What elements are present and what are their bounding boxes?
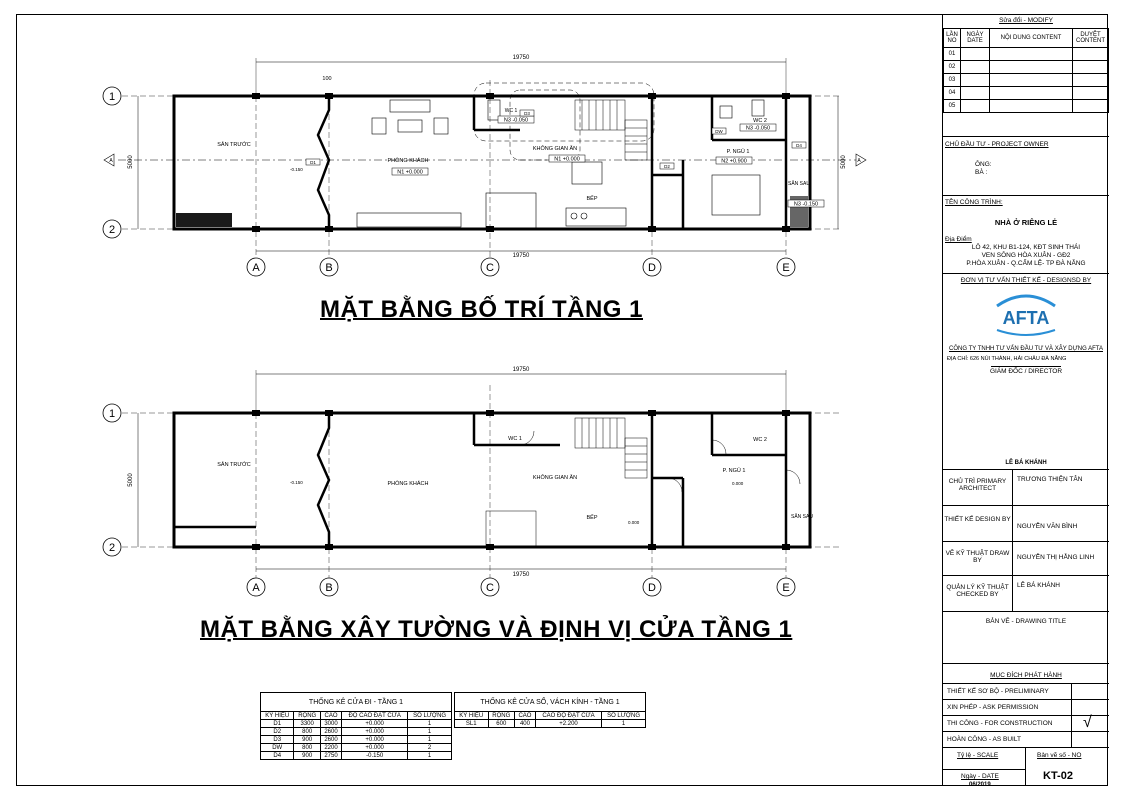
cell: 1 [408,752,452,760]
cell: 800 [294,744,321,752]
plan1-level-an: N1 +0.000 [554,156,580,163]
cell: 02 [944,61,961,74]
design-label: THIẾT KẾ DESIGN BY [943,506,1013,542]
title-block [942,14,1108,786]
primary-name: TRƯƠNG THIỆN TÂN [1017,476,1083,483]
grid-1-plan2: 1 [108,408,116,420]
dim-overall-top-1: 19750 [512,55,530,61]
grid-2-plan1: 2 [108,224,116,236]
grid-d-plan2: D [648,582,656,594]
director-name: LÊ BÁ KHÁNH [1005,460,1047,466]
cell: +0.000 [342,744,408,752]
plan1-room-san-truoc: SÂN TRƯỚC [217,142,251,148]
project-section [943,196,1109,274]
logo-text: AFTA [1002,308,1050,328]
dim-100: 100 [322,76,332,82]
plan1-level-wc1: N3 -0.050 [503,117,529,124]
draw-label: VẼ KỸ THUẬT DRAW BY [943,542,1013,576]
cell: SL1 [455,720,489,728]
table-row [261,744,452,752]
date-label: Ngày - DATE [961,773,999,780]
plan1-door-d1: D1 [310,160,316,165]
construction-checkmark: √ [1083,714,1092,731]
revision-table [943,28,1109,113]
check-row [943,576,1109,612]
plan1-room-bep: BẾP [586,196,598,202]
date-value: 06/2019 [969,782,991,788]
check-label: QUẢN LÝ KỸ THUẬT CHECKED BY [943,576,1013,612]
owner-label: CHỦ ĐẦU TƯ - PROJECT OWNER [945,141,1049,148]
dim-overall-bottom-2: 19750 [512,572,530,578]
window-header-kyhieu: KÝ HIỆU [455,712,489,720]
door-schedule-caption: THỐNG KÊ CỬA ĐI - TẦNG 1 [261,693,452,712]
plan1-door-d4: D4 [796,143,802,148]
plan1-room-wc1: WC 1 [504,108,518,114]
table-row [944,100,1109,113]
dim-width-left-1: 5000 [128,155,134,169]
table-row [261,736,452,744]
purpose-preliminary: THIẾT KẾ SƠ BỘ - PRELIMINARY [947,688,1049,695]
design-row [943,506,1109,542]
rev-header-content: NỘI DUNG CONTENT [990,29,1073,48]
cell: D4 [261,752,294,760]
cell: 2200 [320,744,341,752]
plan-1 [103,55,866,276]
cell: 1 [408,736,452,744]
plan2-room-wc2: WC 2 [753,437,767,443]
drawing-title-label: BẢN VẼ - DRAWING TITLE [985,618,1067,625]
cell: +2.200 [535,720,601,728]
plan1-door-d3: D3 [524,111,530,116]
cell: 2 [408,744,452,752]
door-header-rong: RỘNG [294,712,321,720]
plan2-room-san-sau: SÂN SAU [791,514,813,520]
plan1-room-phong-khach: PHÒNG KHÁCH [387,158,429,164]
plan1-room-wc2: WC 2 [753,118,767,124]
cell: 1 [408,720,452,728]
plan2-room-wc1: WC 1 [508,436,522,442]
modify-label: Sửa đổi - MODIFY [999,17,1053,24]
owner-name: ÔNG: [975,161,992,168]
owner-name-2: BÀ : [975,169,988,176]
cell: +0.000 [342,720,408,728]
cell: 2750 [320,752,341,760]
plan2-title: MẶT BẰNG XÂY TƯỜNG VÀ ĐỊNH VỊ CỬA TẦNG 1 [200,616,793,643]
address-line-1: LÔ 42, KHU B1-124, KĐT SINH THÁI [971,244,1081,251]
consultant-label: ĐƠN VỊ TƯ VẤN THIẾT KẾ - DESIGNSD BY [960,277,1092,284]
table-row [944,74,1109,87]
design-name: NGUYỄN VĂN BÌNH [1017,523,1078,530]
cell: 600 [488,720,515,728]
address-line-2: VEN SÔNG HÒA XUÂN - GĐ2 [981,252,1071,259]
rev-header-date: NGÀY DATE [961,29,990,48]
drawing-title-row [943,612,1109,664]
dim-width-right-1: 5000 [841,155,847,169]
section-mark-right: A [857,158,861,164]
consultant-section [943,274,1109,470]
cell: 2600 [320,728,341,736]
window-header-soluong: SỐ LƯỢNG [602,712,646,720]
section-mark-left: A [109,158,113,164]
window-header-rong: RỘNG [488,712,515,720]
cell: D3 [261,736,294,744]
cell: 800 [294,728,321,736]
plan1-room-san-sau: SÂN SAU [788,181,810,187]
plan2-room-bep: BẾP [586,515,598,521]
afta-logo [991,290,1061,338]
sheet-number: KT-02 [1043,770,1073,782]
plan1-door-dw: DW [715,129,723,134]
company-name: CÔNG TY TNHH TƯ VẤN ĐẦU TƯ VÀ XÂY DỰNG AFTA [949,346,1103,352]
plan1-grid-bubbles [103,87,795,276]
draw-name: NGUYỄN THỊ HẰNG LINH [1017,554,1095,561]
grid-e-plan2: E [782,582,790,594]
purpose-row-3 [943,716,1109,732]
purpose-construction: THI CÔNG - FOR CONSTRUCTION [947,720,1053,727]
grid-a-plan2: A [252,582,260,594]
grid-a-plan1: A [252,262,260,274]
cell: 400 [515,720,536,728]
door-header-docao: ĐỘ CAO ĐẶT CỬA [342,712,408,720]
window-header-caodo: CAO ĐỘ ĐẶT CỬA [535,712,601,720]
primary-label: CHỦ TRÌ PRIMARY ARCHITECT [943,470,1013,506]
purpose-row-4 [943,732,1109,748]
table-row [261,752,452,760]
primary-row [943,470,1109,506]
cell: 1 [602,720,646,728]
table-row [261,728,452,736]
grid-b-plan2: B [325,582,333,594]
plan2-spot-3: 0.000 [732,481,744,486]
plan2-room-khong-gian-an: KHÔNG GIAN ĂN [532,475,578,481]
window-schedule-table [454,692,646,728]
table-row [261,720,452,728]
cell: D2 [261,728,294,736]
check-name: LÊ BÁ KHÁNH [1017,582,1060,589]
purpose-as-built: HOÀN CÔNG - AS BUILT [947,736,1021,743]
window-header-cao: CAO [515,712,536,720]
purpose-header [943,664,1109,684]
door-schedule-table [260,692,452,760]
plan-2 [103,367,840,596]
cell: DW [261,744,294,752]
company-address: ĐỊA CHỈ: 626 NÚI THÀNH, HẢI CHÂU ĐÀ NẴNG [947,356,1067,362]
draw-row [943,542,1109,576]
plan1-level-sau: N3 -0.150 [793,201,819,208]
cell: 900 [294,736,321,744]
address-line-3: P.HÒA XUÂN - Q.CẨM LỆ- TP ĐÀ NẴNG [966,260,1086,267]
cell: D1 [261,720,294,728]
project-name: NHÀ Ở RIÊNG LẺ [994,218,1058,227]
dim-overall-bottom-1: 19750 [512,253,530,259]
table-row [944,48,1109,61]
grid-b-plan1: B [325,262,333,274]
cell: 01 [944,48,961,61]
table-row [455,720,646,728]
owner-section [943,136,1109,196]
cell: +0.000 [342,736,408,744]
plan2-grid-bubbles [103,404,795,596]
grid-1-plan1: 1 [108,91,116,103]
cell: 3300 [294,720,321,728]
cell: -0.150 [342,752,408,760]
plan1-room-p-ngu: P. NGỦ 1 [726,149,750,155]
plan2-room-p-ngu: P. NGỦ 1 [722,468,746,474]
address-label: Địa Điểm [945,236,972,243]
cell: 04 [944,87,961,100]
plan2-room-san-truoc: SÂN TRƯỚC [217,462,251,468]
plan1-level-khach: N1 +0.000 [397,169,423,176]
purpose-label: MỤC ĐÍCH PHÁT HÀNH [990,672,1062,679]
plan1-room-khong-gian-an: KHÔNG GIAN ĂN [532,146,578,152]
grid-2-plan2: 2 [108,542,116,554]
cell: 1 [408,728,452,736]
plan1-door-d2: D2 [664,164,670,169]
table-row [944,61,1109,74]
plan1-level-wc2: N3 -0.050 [745,125,771,132]
cell: +0.000 [342,728,408,736]
dim-width-left-2: 5000 [128,473,134,487]
rev-header-no: LẦN NO [944,29,961,48]
project-label: TÊN CÔNG TRÌNH: [945,199,1003,206]
plan1-title: MẶT BẰNG BỐ TRÍ TẦNG 1 [320,296,643,323]
plan1-level-ngu: N2 +0.900 [721,158,747,165]
plan2-spot-2: 0.000 [628,520,640,525]
grid-d-plan1: D [648,262,656,274]
cell: 05 [944,100,961,113]
table-row [944,87,1109,100]
purpose-permission: XIN PHÉP - ASK PERMISSION [947,704,1039,711]
grid-c-plan2: C [486,582,494,594]
cell: 2600 [320,736,341,744]
sheet-no-label: Bản vẽ số - NO [1037,752,1082,759]
plan2-room-phong-khach: PHÒNG KHÁCH [387,481,429,487]
rev-header-approve: DUYỆT CONTENT [1073,29,1109,48]
door-header-kyhieu: KÝ HIỆU [261,712,294,720]
director-label: GIÁM ĐỐC / DIRECTOR [989,368,1063,375]
door-header-soluong: SỐ LƯỢNG [408,712,452,720]
door-header-cao: CAO [320,712,341,720]
cell: 3000 [320,720,341,728]
cell: 03 [944,74,961,87]
purpose-row-1 [943,684,1109,700]
cell: 900 [294,752,321,760]
plan2-spot-1: -0.150 [290,480,303,485]
scale-label: Tỷ lệ - SCALE [957,752,999,759]
window-schedule-caption: THỐNG KÊ CỬA SỔ, VÁCH KÍNH - TẦNG 1 [455,693,646,712]
dim-overall-top-2: 19750 [512,367,530,373]
plan1-spot-level: -0.150 [290,167,303,172]
grid-e-plan1: E [782,262,790,274]
grid-c-plan1: C [486,262,494,274]
